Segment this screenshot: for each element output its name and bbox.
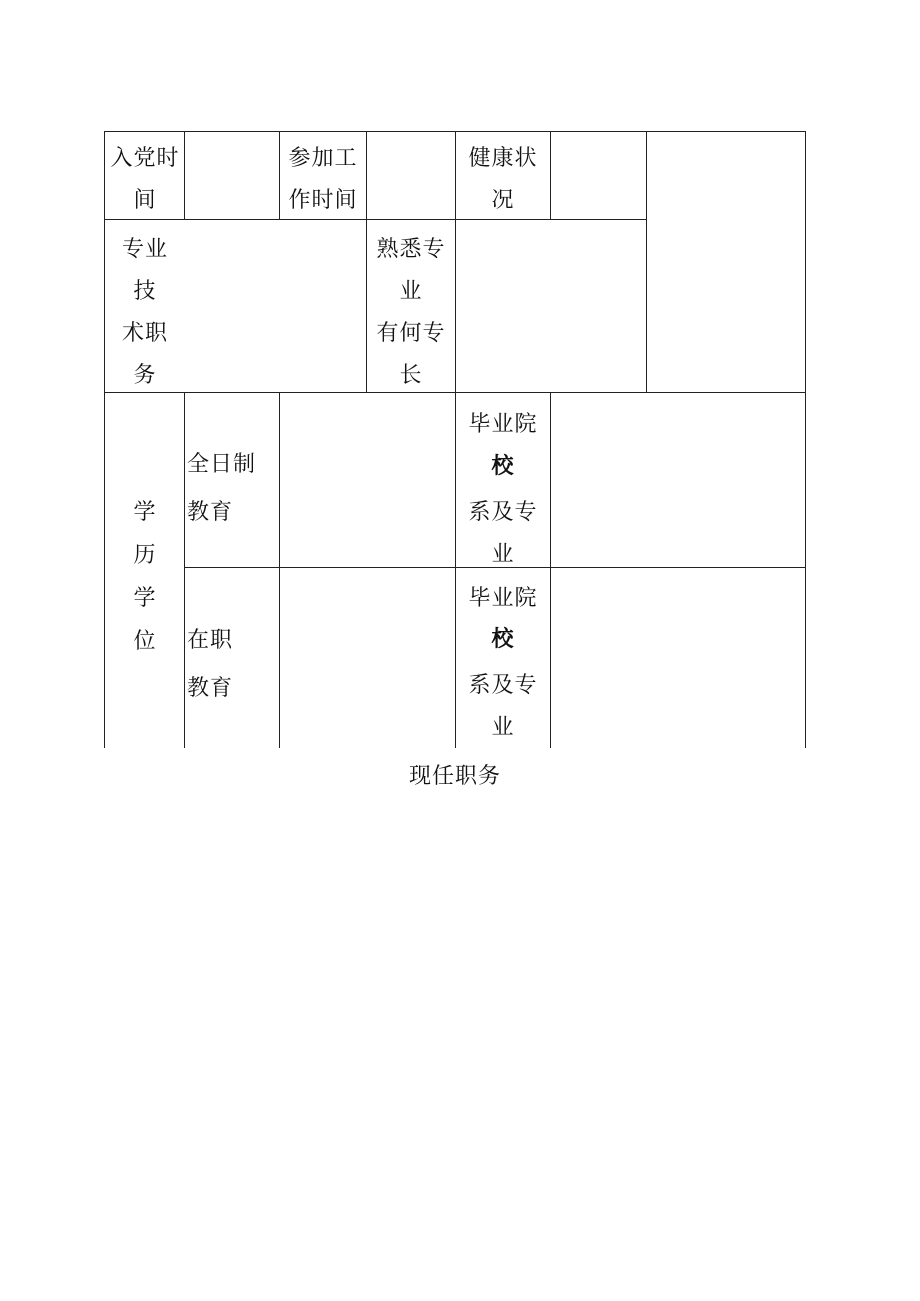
health-status-label: 健康状 况 — [468, 146, 538, 213]
col-550-top — [550, 131, 551, 220]
graduate-school-line1: 毕业院 — [468, 412, 538, 437]
graduate-school-line3-b: 系及专 业 — [468, 673, 538, 740]
work-start-time-label: 参加工 作时间 — [288, 146, 358, 213]
current-position-title: 现任职务 — [408, 764, 501, 789]
graduate-school-line3: 系及专 业 — [468, 500, 538, 567]
graduate-school-line1-b: 毕业院 — [468, 586, 538, 611]
col-646-top — [646, 131, 647, 393]
table-right-border — [805, 131, 806, 748]
graduate-school-line2-b: 校 — [491, 627, 515, 652]
familiar-specialty-label: 熟悉专 业 有何专 长 — [376, 237, 446, 388]
in-service-education-label: 在职 教育 — [187, 628, 234, 701]
graduate-school-line2: 校 — [491, 454, 515, 479]
col-550-lower — [550, 392, 551, 748]
row1-bottom-border — [104, 219, 647, 220]
col-279-lower — [279, 392, 280, 748]
party-join-time-label: 入党时 间 — [110, 146, 180, 213]
full-time-education-label: 全日制 教育 — [187, 452, 257, 525]
professional-title-label: 专业 技 术职 务 — [121, 237, 168, 388]
education-degree-label: 学 历 学 位 — [133, 500, 157, 654]
